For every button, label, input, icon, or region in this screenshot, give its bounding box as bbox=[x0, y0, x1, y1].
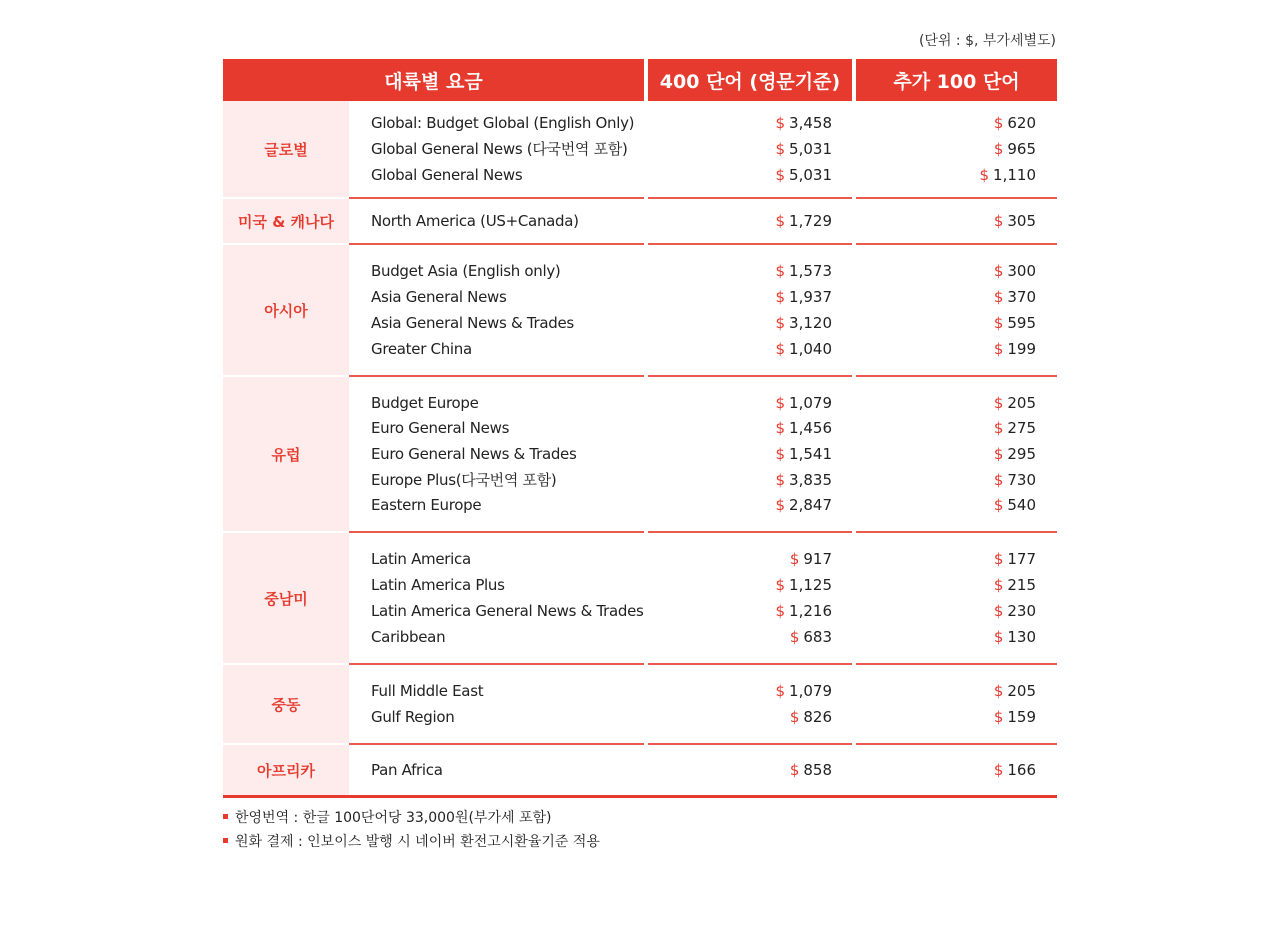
currency-symbol: $ bbox=[775, 576, 786, 595]
currency-symbol: $ bbox=[993, 212, 1004, 230]
price-additional-100 bbox=[900, 336, 1036, 362]
bullet-icon bbox=[223, 814, 228, 819]
price-additional-100 bbox=[900, 572, 1036, 598]
currency-symbol: $ bbox=[993, 393, 1004, 412]
price-400-words bbox=[700, 572, 832, 598]
price-value: 965 bbox=[1007, 140, 1036, 158]
currency-symbol: $ bbox=[775, 313, 786, 332]
currency-symbol: $ bbox=[775, 262, 786, 281]
region-label: 아프리카 bbox=[223, 745, 349, 795]
price-additional-100 bbox=[900, 136, 1036, 162]
price-additional-100 bbox=[900, 390, 1036, 416]
price-additional-100 bbox=[900, 492, 1036, 518]
price-additional-100 bbox=[900, 310, 1036, 336]
price-additional-100 bbox=[900, 678, 1036, 704]
price-additional-100 bbox=[900, 624, 1036, 650]
row-separator bbox=[349, 743, 644, 745]
row-separator bbox=[856, 531, 1057, 533]
price-additional-100 bbox=[900, 441, 1036, 467]
price-additional-100 bbox=[900, 208, 1036, 234]
currency-symbol: $ bbox=[993, 576, 1004, 595]
price-additional-100 bbox=[900, 704, 1036, 730]
row-separator bbox=[648, 663, 852, 665]
price-400-words bbox=[700, 492, 832, 518]
currency-symbol: $ bbox=[789, 761, 800, 779]
currency-symbol: $ bbox=[775, 496, 786, 515]
service-name: Europe Plus(다국번역 포함) bbox=[371, 470, 557, 489]
price-value: 177 bbox=[1007, 550, 1036, 569]
price-value: 1,541 bbox=[789, 445, 832, 463]
price-value: 858 bbox=[803, 761, 832, 779]
currency-symbol: $ bbox=[775, 682, 786, 701]
price-value: 275 bbox=[1007, 419, 1036, 438]
note-text: 원화 결제 : 인보이스 발행 시 네이버 환전고시환율기준 적용 bbox=[235, 834, 600, 850]
currency-symbol: $ bbox=[993, 313, 1004, 332]
note-payment bbox=[223, 831, 600, 853]
price-value: 730 bbox=[1007, 470, 1036, 489]
price-400-words bbox=[700, 467, 832, 493]
service-name: Budget Europe bbox=[371, 393, 479, 412]
price-400-words bbox=[700, 208, 832, 234]
price-value: 205 bbox=[1007, 682, 1036, 701]
service-name: Euro General News & Trades bbox=[371, 445, 577, 463]
price-additional-100 bbox=[900, 415, 1036, 441]
currency-symbol: $ bbox=[993, 470, 1004, 489]
currency-symbol: $ bbox=[775, 339, 786, 358]
region-label: 미국 & 캐나다 bbox=[223, 199, 349, 243]
service-name: Pan Africa bbox=[371, 761, 443, 779]
row-separator bbox=[349, 243, 644, 245]
price-400-words bbox=[700, 390, 832, 416]
price-400-words bbox=[700, 441, 832, 467]
row-separator bbox=[856, 743, 1057, 745]
price-value: 205 bbox=[1007, 393, 1036, 412]
currency-symbol: $ bbox=[993, 627, 1004, 646]
price-value: 826 bbox=[803, 707, 832, 726]
price-value: 3,835 bbox=[789, 470, 832, 489]
row-separator bbox=[856, 243, 1057, 245]
currency-symbol: $ bbox=[993, 682, 1004, 701]
price-value: 2,847 bbox=[789, 496, 832, 515]
price-value: 370 bbox=[1007, 288, 1036, 307]
note-translation bbox=[223, 807, 551, 829]
service-name: Budget Asia (English only) bbox=[371, 262, 561, 281]
price-400-words bbox=[700, 110, 832, 136]
row-separator bbox=[648, 243, 852, 245]
currency-symbol: $ bbox=[775, 393, 786, 412]
row-separator bbox=[648, 375, 852, 377]
price-value: 1,729 bbox=[789, 212, 832, 230]
price-400-words bbox=[700, 284, 832, 310]
price-value: 5,031 bbox=[789, 140, 832, 158]
price-additional-100 bbox=[900, 598, 1036, 624]
price-400-words bbox=[700, 624, 832, 650]
row-separator bbox=[349, 197, 644, 199]
service-name: Caribbean bbox=[371, 627, 446, 646]
service-name: Eastern Europe bbox=[371, 496, 482, 515]
price-value: 1,040 bbox=[789, 339, 832, 358]
row-separator bbox=[856, 197, 1057, 199]
header-region: 대륙별 요금 bbox=[223, 59, 644, 101]
price-value: 620 bbox=[1007, 114, 1036, 133]
service-name: Latin America bbox=[371, 550, 471, 569]
price-value: 199 bbox=[1007, 339, 1036, 358]
service-name: Full Middle East bbox=[371, 682, 484, 701]
header-400-words: 400 단어 (영문기준) bbox=[648, 59, 852, 101]
price-additional-100 bbox=[900, 110, 1036, 136]
price-value: 1,937 bbox=[789, 288, 832, 307]
region-label: 글로벌 bbox=[223, 101, 349, 197]
currency-symbol: $ bbox=[993, 288, 1004, 307]
region-label: 중남미 bbox=[223, 533, 349, 663]
price-additional-100 bbox=[900, 757, 1036, 783]
price-value: 305 bbox=[1007, 212, 1036, 230]
price-value: 215 bbox=[1007, 576, 1036, 595]
currency-symbol: $ bbox=[775, 165, 786, 184]
price-additional-100 bbox=[900, 258, 1036, 284]
currency-symbol: $ bbox=[993, 140, 1004, 158]
service-name: Gulf Region bbox=[371, 707, 455, 726]
currency-symbol: $ bbox=[993, 419, 1004, 438]
currency-symbol: $ bbox=[789, 627, 800, 646]
row-separator bbox=[349, 531, 644, 533]
price-400-words bbox=[700, 546, 832, 572]
currency-symbol: $ bbox=[993, 262, 1004, 281]
currency-symbol: $ bbox=[993, 550, 1004, 569]
service-name: Latin America Plus bbox=[371, 576, 505, 595]
currency-symbol: $ bbox=[993, 445, 1004, 463]
price-value: 683 bbox=[803, 627, 832, 646]
row-separator bbox=[349, 375, 644, 377]
price-400-words bbox=[700, 258, 832, 284]
service-name: Asia General News & Trades bbox=[371, 313, 574, 332]
currency-symbol: $ bbox=[993, 761, 1004, 779]
price-value: 230 bbox=[1007, 601, 1036, 620]
price-value: 595 bbox=[1007, 313, 1036, 332]
service-name: Greater China bbox=[371, 339, 472, 358]
price-value: 130 bbox=[1007, 627, 1036, 646]
header-additional-100-words: 추가 100 단어 bbox=[856, 59, 1057, 101]
price-value: 1,573 bbox=[789, 262, 832, 281]
currency-symbol: $ bbox=[775, 470, 786, 489]
region-label: 아시아 bbox=[223, 245, 349, 375]
service-name: North America (US+Canada) bbox=[371, 212, 579, 230]
price-value: 1,216 bbox=[789, 601, 832, 620]
price-additional-100 bbox=[900, 284, 1036, 310]
table-bottom-border bbox=[223, 795, 1057, 798]
currency-symbol: $ bbox=[775, 114, 786, 133]
price-additional-100 bbox=[900, 546, 1036, 572]
price-value: 5,031 bbox=[789, 165, 832, 184]
currency-symbol: $ bbox=[775, 419, 786, 438]
price-400-words bbox=[700, 757, 832, 783]
price-400-words bbox=[700, 162, 832, 188]
currency-symbol: $ bbox=[789, 707, 800, 726]
service-name: Euro General News bbox=[371, 419, 510, 438]
price-value: 917 bbox=[803, 550, 832, 569]
price-value: 300 bbox=[1007, 262, 1036, 281]
currency-symbol: $ bbox=[993, 707, 1004, 726]
row-separator bbox=[856, 375, 1057, 377]
currency-symbol: $ bbox=[775, 140, 786, 158]
currency-symbol: $ bbox=[993, 496, 1004, 515]
price-value: 1,125 bbox=[789, 576, 832, 595]
currency-symbol: $ bbox=[775, 445, 786, 463]
price-value: 166 bbox=[1007, 761, 1036, 779]
row-separator bbox=[856, 663, 1057, 665]
price-value: 1,456 bbox=[789, 419, 832, 438]
price-400-words bbox=[700, 136, 832, 162]
currency-symbol: $ bbox=[775, 288, 786, 307]
price-400-words bbox=[700, 598, 832, 624]
price-value: 295 bbox=[1007, 445, 1036, 463]
price-value: 3,458 bbox=[789, 114, 832, 133]
service-name: Global General News (다국번역 포함) bbox=[371, 140, 628, 158]
price-value: 3,120 bbox=[789, 313, 832, 332]
price-value: 1,079 bbox=[789, 682, 832, 701]
price-400-words bbox=[700, 310, 832, 336]
row-separator bbox=[648, 197, 852, 199]
currency-symbol: $ bbox=[775, 212, 786, 230]
currency-symbol: $ bbox=[993, 339, 1004, 358]
row-separator bbox=[349, 663, 644, 665]
service-name: Global: Budget Global (English Only) bbox=[371, 114, 635, 133]
price-400-words bbox=[700, 704, 832, 730]
currency-symbol: $ bbox=[789, 550, 800, 569]
price-additional-100 bbox=[900, 467, 1036, 493]
service-name: Asia General News bbox=[371, 288, 507, 307]
currency-symbol: $ bbox=[993, 601, 1004, 620]
price-400-words bbox=[700, 415, 832, 441]
region-label: 유럽 bbox=[223, 377, 349, 531]
service-name: Latin America General News & Trades bbox=[371, 601, 644, 620]
unit-note: (단위 : $, 부가세별도) bbox=[918, 33, 1056, 49]
row-separator bbox=[648, 531, 852, 533]
currency-symbol: $ bbox=[979, 165, 990, 184]
currency-symbol: $ bbox=[775, 601, 786, 620]
price-400-words bbox=[700, 336, 832, 362]
price-value: 1,110 bbox=[993, 165, 1036, 184]
price-value: 159 bbox=[1007, 707, 1036, 726]
row-separator bbox=[648, 743, 852, 745]
price-value: 540 bbox=[1007, 496, 1036, 515]
note-text: 한영번역 : 한글 100단어당 33,000원(부가세 포함) bbox=[235, 810, 552, 826]
service-name: Global General News bbox=[371, 165, 523, 184]
price-additional-100 bbox=[900, 162, 1036, 188]
price-value: 1,079 bbox=[789, 393, 832, 412]
region-label: 중동 bbox=[223, 665, 349, 743]
bullet-icon bbox=[223, 838, 228, 843]
currency-symbol: $ bbox=[993, 114, 1004, 133]
price-400-words bbox=[700, 678, 832, 704]
